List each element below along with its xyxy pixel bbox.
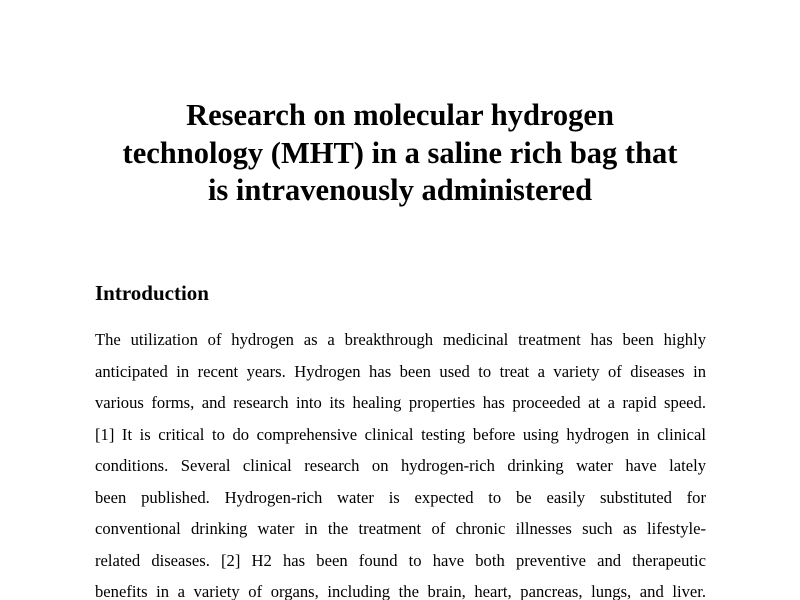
- title-line: is intravenously administered: [207, 173, 593, 207]
- document-title: [80, 97, 720, 210]
- paragraph-line: related diseases. [2] H2 has been found to have both preventive and therapeutic: [95, 550, 706, 570]
- paragraph-line: been published. Hydrogen-rich water is expected to be easily substituted for: [95, 487, 706, 507]
- title-line: Research on molecular hydrogen: [186, 98, 614, 132]
- section-heading-introduction: Introduction: [95, 281, 209, 305]
- paragraph-line: various forms, and research into its healing properties has proceeded at a rapid speed.: [95, 393, 706, 412]
- introduction-paragraph: [95, 324, 706, 600]
- paragraph-line: The utilization of hydrogen as a breakthrough medicinal treatment has been highly: [95, 330, 706, 349]
- title-line: technology (MHT) in a saline rich bag that: [122, 135, 678, 170]
- paragraph-line: benefits in a variety of organs, including the brain, heart, pancreas, lungs, and liver.: [95, 582, 706, 600]
- paragraph-line: [1] It is critical to do comprehensive clinical testing before using hydrogen in clinical: [95, 424, 706, 444]
- paragraph-line: anticipated in recent years. Hydrogen has been used to treat a variety of diseases in: [95, 361, 706, 381]
- paragraph-line: conditions. Several clinical research on hydrogen-rich drinking water have lately: [95, 456, 706, 475]
- paragraph-line: conventional drinking water in the treatment of chronic illnesses such as lifestyle-: [95, 519, 706, 538]
